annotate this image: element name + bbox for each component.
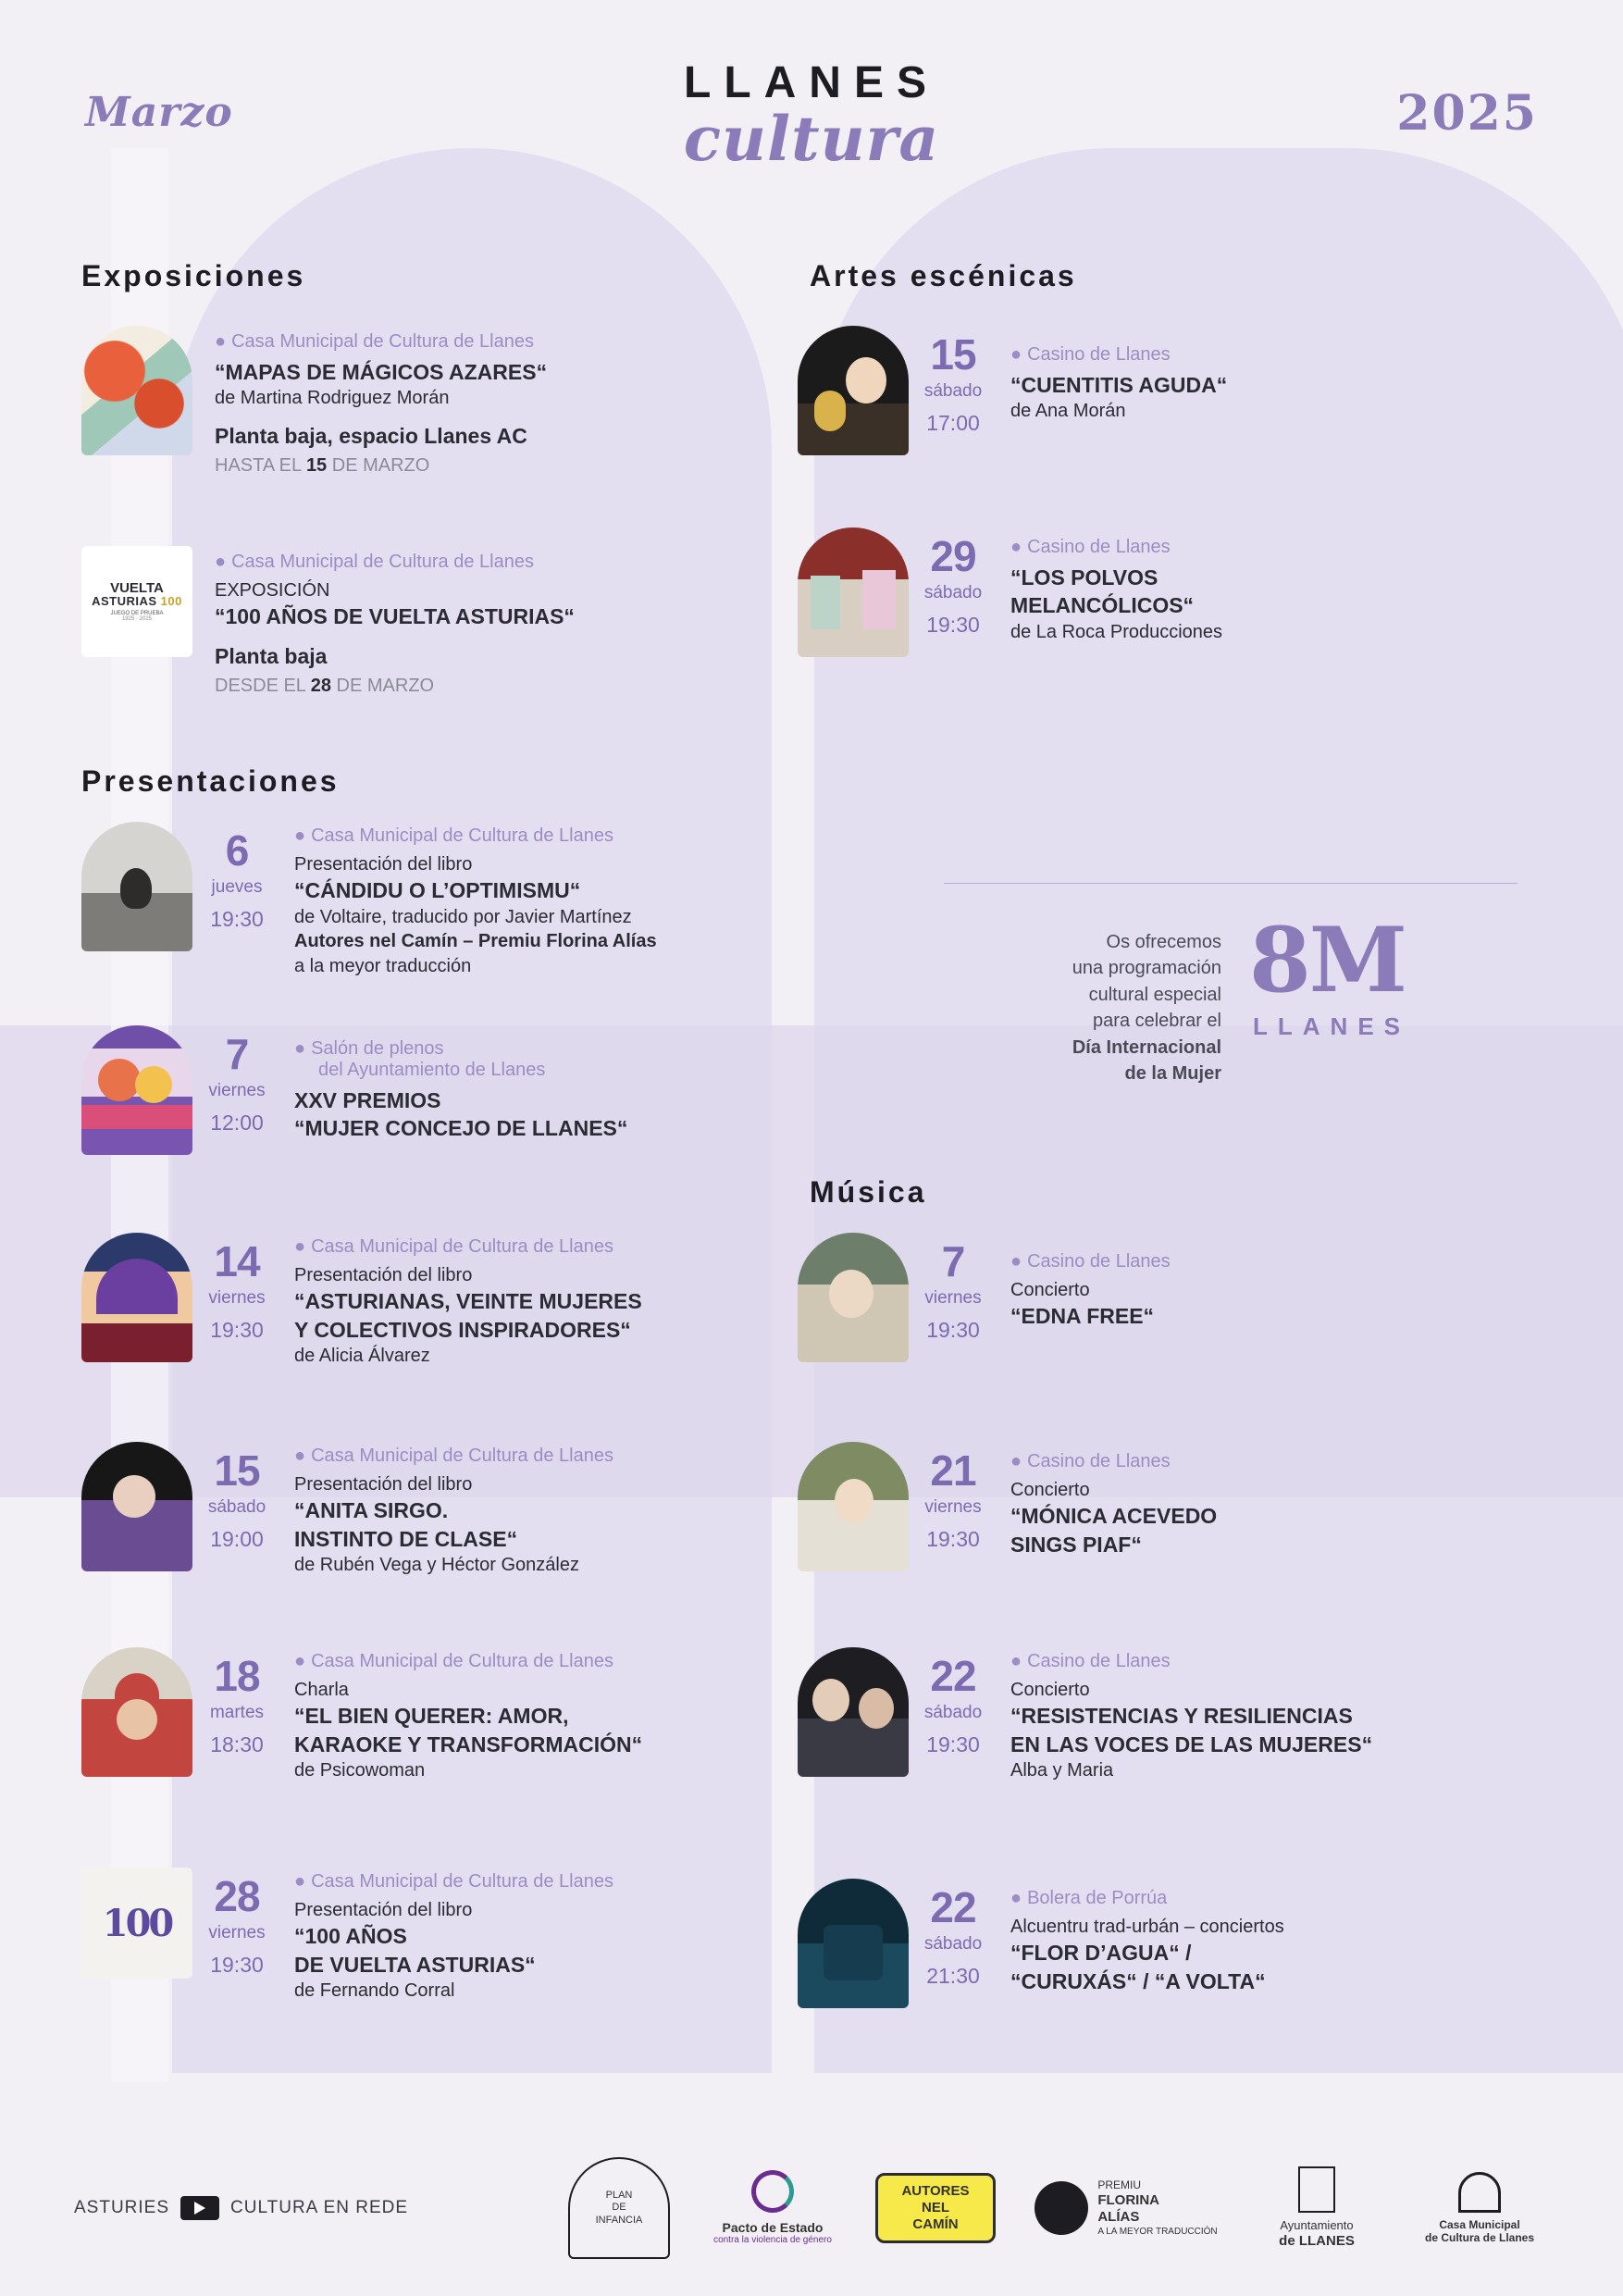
event-exposicion-1 xyxy=(81,326,729,478)
event-presentacion-4 xyxy=(81,1442,785,1578)
thumbnail-anita-sirgo xyxy=(81,1442,192,1571)
eightm-logo-llanes: LLANES xyxy=(1253,1012,1410,1040)
event-line-1: Charla xyxy=(294,1680,349,1700)
event-musica-2 xyxy=(798,1442,1556,1571)
thumbnail-asturianas xyxy=(81,1233,192,1362)
shield-icon xyxy=(1298,2166,1335,2213)
event-location xyxy=(1010,1451,1217,1472)
event-location-2: del Ayuntamiento de Llanes xyxy=(318,1060,546,1080)
logo-cultura: cultura xyxy=(683,103,940,175)
date-weekday: sábado xyxy=(923,583,983,602)
thumbnail-los-polvos-melancolicos xyxy=(798,527,909,657)
dates-prefix: DESDE EL xyxy=(215,676,311,697)
event-line-4: de Rubén Vega y Héctor González xyxy=(294,1555,579,1576)
event-line-3: de Voltaire, traducido por Javier Martínez xyxy=(294,906,632,927)
location-pin-icon: ● xyxy=(1010,1451,1022,1471)
location-text: Casino de Llanes xyxy=(1027,537,1171,557)
event-line-1: Concierto xyxy=(1010,1680,1090,1700)
poster-logo xyxy=(684,57,939,175)
date-time: 19:30 xyxy=(926,613,980,637)
event-line-3: EN LAS VOCES DE LAS MUJERES“ xyxy=(1010,1731,1373,1756)
event-artes-1 xyxy=(798,326,1538,455)
location-text: Casino de Llanes xyxy=(1027,1251,1171,1272)
date-day: 28 xyxy=(214,1872,260,1920)
logo-line-2: de LLANES xyxy=(1279,2232,1355,2249)
event-line-1: Alcuentru trad-urbán – conciertos xyxy=(1010,1917,1284,1937)
event-detail: Planta baja, espacio Llanes AC xyxy=(215,423,527,448)
event-title: “MAPAS DE MÁGICOS AZARES“ xyxy=(215,360,548,384)
eightm-line-6: de la Mujer xyxy=(1124,1062,1221,1084)
event-line-1: Presentación del libro xyxy=(294,1900,473,1920)
event-date xyxy=(192,1868,281,1978)
date-weekday: sábado xyxy=(923,381,983,401)
location-text: Salón de plenos xyxy=(311,1038,444,1059)
event-date xyxy=(192,1025,281,1136)
location-pin-icon: ● xyxy=(294,825,306,846)
plan-de-infancia-logo xyxy=(568,2157,670,2259)
date-weekday: martes xyxy=(209,1703,265,1722)
event-date xyxy=(909,1233,997,1343)
date-time: 19:30 xyxy=(926,1732,980,1756)
location-text: Casa Municipal de Cultura de Llanes xyxy=(311,1871,613,1892)
thumbnail-flor-dagua xyxy=(798,1879,909,2008)
location-text: Casino de Llanes xyxy=(1027,1451,1171,1471)
event-line-2: “FLOR D’AGUA“ / xyxy=(1010,1941,1192,1966)
date-weekday: viernes xyxy=(208,1288,266,1308)
dates-suffix: DE MARZO xyxy=(331,676,435,697)
event-author: de Martina Rodriguez Morán xyxy=(215,388,450,409)
location-pin-icon: ● xyxy=(215,552,227,572)
date-weekday: sábado xyxy=(923,1934,983,1954)
event-date xyxy=(909,1879,997,1989)
event-date xyxy=(192,1647,281,1757)
autores-nel-camin-logo xyxy=(875,2173,996,2243)
dates-number: 15 xyxy=(305,455,328,477)
event-line-2: “MÓNICA ACEVEDO xyxy=(1010,1504,1218,1529)
event-location xyxy=(215,331,547,353)
event-artes-2 xyxy=(798,527,1538,657)
event-location xyxy=(294,1871,613,1893)
dates-suffix: DE MARZO xyxy=(327,455,430,477)
date-day: 15 xyxy=(214,1446,260,1495)
location-text: Bolera de Porrúa xyxy=(1027,1888,1168,1908)
logo-line-3: ALÍAS xyxy=(1097,2209,1140,2226)
location-pin-icon: ● xyxy=(1010,1888,1022,1908)
event-line-2: “ASTURIANAS, VEINTE MUJERES xyxy=(294,1289,642,1314)
date-time: 19:30 xyxy=(210,1953,264,1977)
casa-municipal-cultura-logo xyxy=(1410,2172,1549,2245)
eightm-text xyxy=(944,916,1221,1086)
location-text: Casa Municipal de Cultura de Llanes xyxy=(311,825,613,846)
event-location xyxy=(294,825,657,847)
date-time: 21:30 xyxy=(926,1964,980,1988)
event-line-4: Autores nel Camín – Premiu Florina Alías xyxy=(294,931,657,952)
location-pin-icon: ● xyxy=(294,1871,306,1892)
thumbnail-psicowoman xyxy=(81,1647,192,1777)
date-time: 19:30 xyxy=(210,907,264,931)
logo-line-4: A LA MEYOR TRADUCCIÓN xyxy=(1097,2227,1218,2237)
date-day: 29 xyxy=(930,532,976,580)
event-line-2: “ANITA SIRGO. xyxy=(294,1498,449,1523)
event-line-2: “EL BIEN QUERER: AMOR, xyxy=(294,1704,569,1729)
date-weekday: viernes xyxy=(208,1923,266,1942)
logo-line-1: Pacto de Estado xyxy=(722,2219,824,2235)
event-musica-4 xyxy=(798,1879,1556,2008)
location-text: Casa Municipal de Cultura de Llanes xyxy=(311,1651,613,1671)
date-day: 18 xyxy=(214,1652,260,1700)
event-line-2: “RESISTENCIAS Y RESILIENCIAS xyxy=(1010,1704,1353,1729)
asturies-label: ASTURIES xyxy=(74,2198,170,2217)
location-text: Casa Municipal de Cultura de Llanes xyxy=(231,331,534,352)
location-pin-icon: ● xyxy=(1010,344,1022,365)
date-day: 15 xyxy=(930,330,976,379)
event-line-4: de Fernando Corral xyxy=(294,1980,455,2002)
event-musica-1 xyxy=(798,1233,1556,1362)
dates-prefix: HASTA EL xyxy=(215,455,306,477)
thumbnail-edna-free xyxy=(798,1233,909,1362)
event-line-5: a la meyor traducción xyxy=(294,955,472,976)
event-line-2: “CÁNDIDU O L’OPTIMISMU“ xyxy=(294,878,581,903)
eightm-block xyxy=(944,908,1592,1086)
event-presentacion-2 xyxy=(81,1025,785,1155)
logo-line-1: Ayuntamiento xyxy=(1280,2218,1354,2233)
event-presentacion-6 xyxy=(81,1868,785,2004)
asturies-cultura-en-rede-logo xyxy=(74,2196,408,2220)
face-icon xyxy=(1035,2181,1088,2235)
location-pin-icon: ● xyxy=(294,1651,306,1671)
event-location xyxy=(294,1446,613,1467)
eightm-line-4: para celebrar el xyxy=(1093,1011,1221,1032)
location-text: Casino de Llanes xyxy=(1027,344,1171,365)
date-weekday: sábado xyxy=(923,1703,983,1722)
event-line-1: Presentación del libro xyxy=(294,1265,473,1285)
logo-line-2: NEL xyxy=(922,2200,949,2215)
divider xyxy=(944,883,1518,884)
circle-icon xyxy=(751,2170,794,2213)
play-icon xyxy=(180,2196,219,2220)
event-location xyxy=(1010,1888,1284,1909)
logo-line-2: DE xyxy=(612,2202,626,2214)
event-subtitle: EXPOSICIÓN xyxy=(215,580,330,601)
pacto-de-estado-logo xyxy=(703,2170,842,2247)
eightm-line-2: una programación xyxy=(1072,958,1221,979)
ayuntamiento-de-llanes-logo xyxy=(1257,2166,1377,2250)
date-day: 6 xyxy=(225,826,249,875)
cultura-en-rede-label: CULTURA EN REDE xyxy=(230,2198,409,2217)
date-time: 19:30 xyxy=(926,1318,980,1342)
event-line-2: “100 AÑOS xyxy=(294,1924,407,1949)
event-line-3: Y COLECTIVOS INSPIRADORES“ xyxy=(294,1317,631,1342)
logo-line-1: Casa Municipal xyxy=(1439,2217,1520,2231)
event-line-3: de La Roca Producciones xyxy=(1010,621,1223,642)
thumbnail-vuelta-asturias-logo: VUELTA ASTURIAS 100 JUEGO DE PRUEBA 1925 · 2025 xyxy=(81,546,192,657)
event-location xyxy=(1010,1651,1372,1672)
poster-year: 2025 xyxy=(1396,85,1538,142)
event-line-3: “CURUXÁS“ / “A VOLTA“ xyxy=(1010,1968,1266,1993)
eightm-line-3: cultural especial xyxy=(1088,984,1221,1005)
location-pin-icon: ● xyxy=(215,331,227,352)
date-day: 7 xyxy=(225,1030,249,1078)
location-pin-icon: ● xyxy=(294,1038,306,1059)
location-pin-icon: ● xyxy=(1010,1651,1022,1671)
event-line-2: “EDNA FREE“ xyxy=(1010,1304,1155,1329)
event-line-2: MELANCÓLICOS“ xyxy=(1010,593,1195,618)
thumbnail-mujer-concejo xyxy=(81,1025,192,1155)
section-title-musica: Música xyxy=(810,1175,927,1209)
eightm-line-5: Día Internacional xyxy=(1072,1036,1221,1058)
logo-line-2: FLORINA xyxy=(1097,2191,1160,2208)
event-line-3: SINGS PIAF“ xyxy=(1010,1532,1142,1557)
date-day: 22 xyxy=(930,1652,976,1700)
date-day: 22 xyxy=(930,1883,976,1931)
event-location xyxy=(1010,1251,1171,1272)
event-line-4: de Psicowoman xyxy=(294,1760,426,1781)
event-line-4: Alba y Maria xyxy=(1010,1760,1114,1781)
date-time: 18:30 xyxy=(210,1732,264,1756)
location-text: Casa Municipal de Cultura de Llanes xyxy=(231,552,534,572)
event-date xyxy=(192,1442,281,1552)
thumbnail-mapas-magicos xyxy=(81,326,192,455)
thumbnail-cien-anos-logo: 100 xyxy=(81,1868,192,1979)
event-date xyxy=(909,326,997,436)
location-text: Casa Municipal de Cultura de Llanes xyxy=(311,1446,613,1466)
logo-line-1: PREMIU xyxy=(1097,2178,1142,2191)
logo-line-2: de Cultura de Llanes xyxy=(1424,2231,1535,2244)
location-pin-icon: ● xyxy=(1010,537,1022,557)
event-dates xyxy=(215,453,547,478)
event-line-4: de Alicia Álvarez xyxy=(294,1346,430,1367)
event-line-1: Concierto xyxy=(1010,1480,1090,1500)
event-exposicion-2 xyxy=(81,546,729,699)
event-date xyxy=(909,1647,997,1757)
event-location xyxy=(1010,537,1222,558)
location-pin-icon: ● xyxy=(294,1236,306,1257)
event-line-1: Presentación del libro xyxy=(294,1474,473,1495)
logo-line-3: INFANCIA xyxy=(595,2214,643,2226)
date-day: 21 xyxy=(930,1446,976,1495)
section-title-presentaciones: Presentaciones xyxy=(81,764,340,798)
event-location xyxy=(215,552,575,573)
event-date xyxy=(192,822,281,932)
logo-line-1: PLAN xyxy=(605,2190,633,2202)
event-presentacion-3 xyxy=(81,1233,785,1369)
event-presentacion-5 xyxy=(81,1647,785,1783)
dates-number: 28 xyxy=(310,676,331,697)
footer xyxy=(0,2120,1623,2296)
date-time: 19:00 xyxy=(210,1527,264,1551)
date-weekday: viernes xyxy=(924,1497,982,1517)
event-line-2: de Ana Morán xyxy=(1010,401,1126,422)
thumbnail-monica-acevedo xyxy=(798,1442,909,1571)
eightm-logo-8m: 8M xyxy=(1249,908,1406,1012)
date-weekday: jueves xyxy=(211,877,263,897)
date-weekday: viernes xyxy=(924,1288,982,1308)
event-date xyxy=(909,527,997,638)
thumbnail-resistencias-resiliencias xyxy=(798,1647,909,1777)
date-day: 7 xyxy=(941,1237,965,1285)
logo-line-2: contra la violencia de género xyxy=(713,2235,832,2246)
eightm-line-1: Os ofrecemos xyxy=(1106,932,1221,952)
event-location xyxy=(294,1038,627,1060)
event-line-1: Presentación del libro xyxy=(294,854,473,875)
poster-month: Marzo xyxy=(85,89,233,136)
location-text: Casa Municipal de Cultura de Llanes xyxy=(311,1236,613,1257)
event-line-3: KARAOKE Y TRANSFORMACIÓN“ xyxy=(294,1731,643,1756)
date-time: 12:00 xyxy=(210,1111,264,1135)
date-day: 14 xyxy=(214,1237,260,1285)
event-line-1: Concierto xyxy=(1010,1280,1090,1300)
section-title-exposiciones: Exposiciones xyxy=(81,259,306,292)
premiu-florina-alias-logo xyxy=(1029,2178,1223,2239)
logo-line-3: CAMÍN xyxy=(912,2216,959,2232)
event-line-3: INSTINTO DE CLASE“ xyxy=(294,1526,518,1551)
arch-icon xyxy=(1458,2172,1501,2213)
date-time: 19:30 xyxy=(926,1527,980,1551)
date-weekday: sábado xyxy=(207,1497,266,1517)
date-weekday: viernes xyxy=(208,1081,266,1100)
thumbnail-candidu xyxy=(81,822,192,951)
event-line-1: “CUENTITIS AGUDA“ xyxy=(1010,373,1228,397)
section-title-artes-escenicas: Artes escénicas xyxy=(810,259,1077,292)
event-date xyxy=(192,1233,281,1343)
location-pin-icon: ● xyxy=(294,1446,306,1466)
logo-llanes: LLANES xyxy=(683,58,939,107)
event-musica-3 xyxy=(798,1647,1556,1783)
logo-line-1: AUTORES xyxy=(901,2183,970,2199)
event-location xyxy=(1010,344,1227,366)
event-line-1: “LOS POLVOS xyxy=(1010,565,1158,590)
event-presentacion-1 xyxy=(81,822,785,978)
event-title: “100 AÑOS DE VUELTA ASTURIAS“ xyxy=(215,604,575,629)
event-line-1: XXV PREMIOS xyxy=(294,1088,441,1112)
event-line-2: “MUJER CONCEJO DE LLANES“ xyxy=(294,1116,628,1141)
event-line-3: DE VUELTA ASTURIAS“ xyxy=(294,1952,536,1977)
event-date xyxy=(909,1442,997,1552)
date-time: 17:00 xyxy=(926,411,980,435)
date-time: 19:30 xyxy=(210,1318,264,1342)
event-detail: Planta baja xyxy=(215,643,328,668)
location-pin-icon: ● xyxy=(1010,1251,1022,1272)
thumbnail-cuentitis-aguda xyxy=(798,326,909,455)
event-dates xyxy=(215,674,575,698)
location-text: Casino de Llanes xyxy=(1027,1651,1171,1671)
event-location xyxy=(294,1236,642,1258)
event-location xyxy=(294,1651,642,1672)
